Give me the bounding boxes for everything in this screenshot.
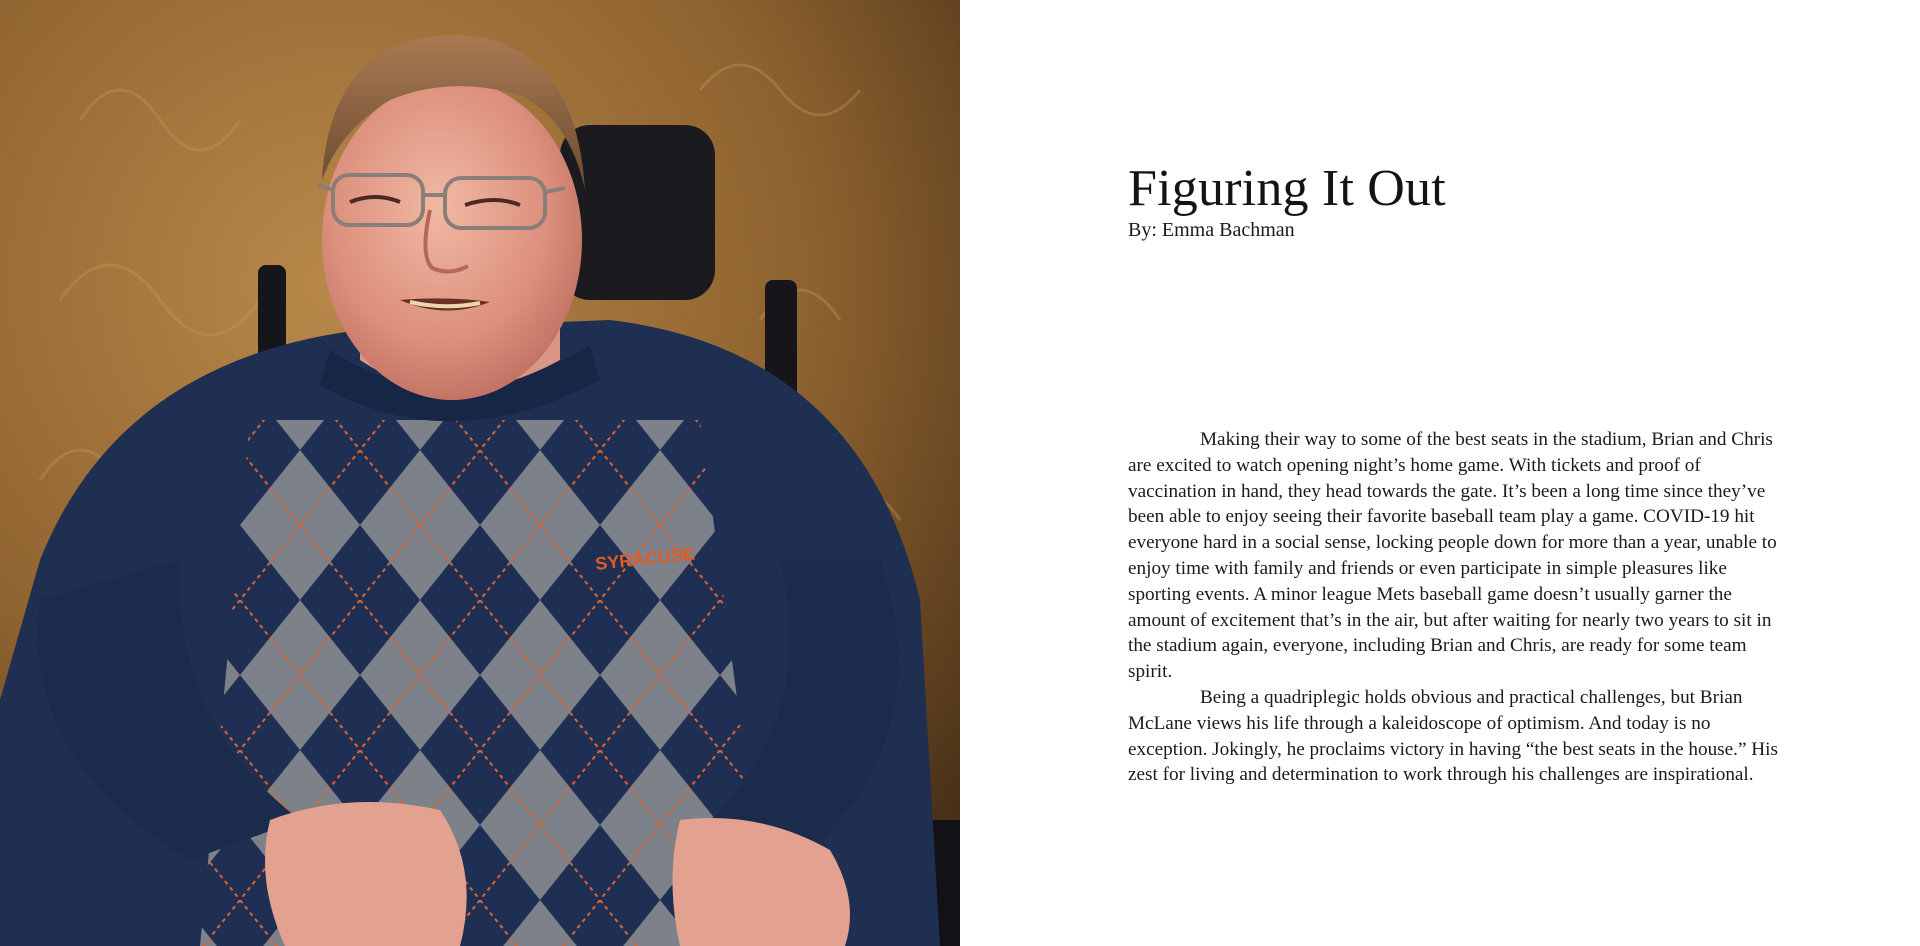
- article-body: [1128, 427, 1788, 788]
- article-page: [960, 0, 1920, 946]
- article-paragraph: Making their way to some of the best seats in the stadium, Brian and Chris are excited to watch opening night’s home game. With tickets and proof of vaccination in hand, they head towards the gate. It’s been a long time since they’ve been able to enjoy seeing their favorite baseball team play a game. COVID-19 hit everyone hard in a social sense, locking people down for more than a year, unable to enjoy time with family and friends or even participate in simple pleasures like sporting events. A minor league Mets baseball game doesn’t usually garner the amount of excitement that’s in the air, but after waiting for nearly two years to sit in the stadium again, everyone, including Brian and Chris, are ready for some team spirit.: [1128, 429, 1777, 683]
- sweater-logo: SYRACUSE: [594, 543, 696, 574]
- article-title: Figuring It Out: [1128, 160, 1446, 217]
- head: [318, 35, 585, 400]
- article-byline: By: Emma Bachman: [1128, 219, 1295, 241]
- article-paragraph: Being a quadriplegic holds obvious and practical challenges, but Brian McLane views his life through a kaleidoscope of optimism. And today is no exception. Jokingly, he proclaims victory in having “the best seats in the house.” His zest for living and determination to work through his challenges are inspirational.: [1128, 686, 1778, 786]
